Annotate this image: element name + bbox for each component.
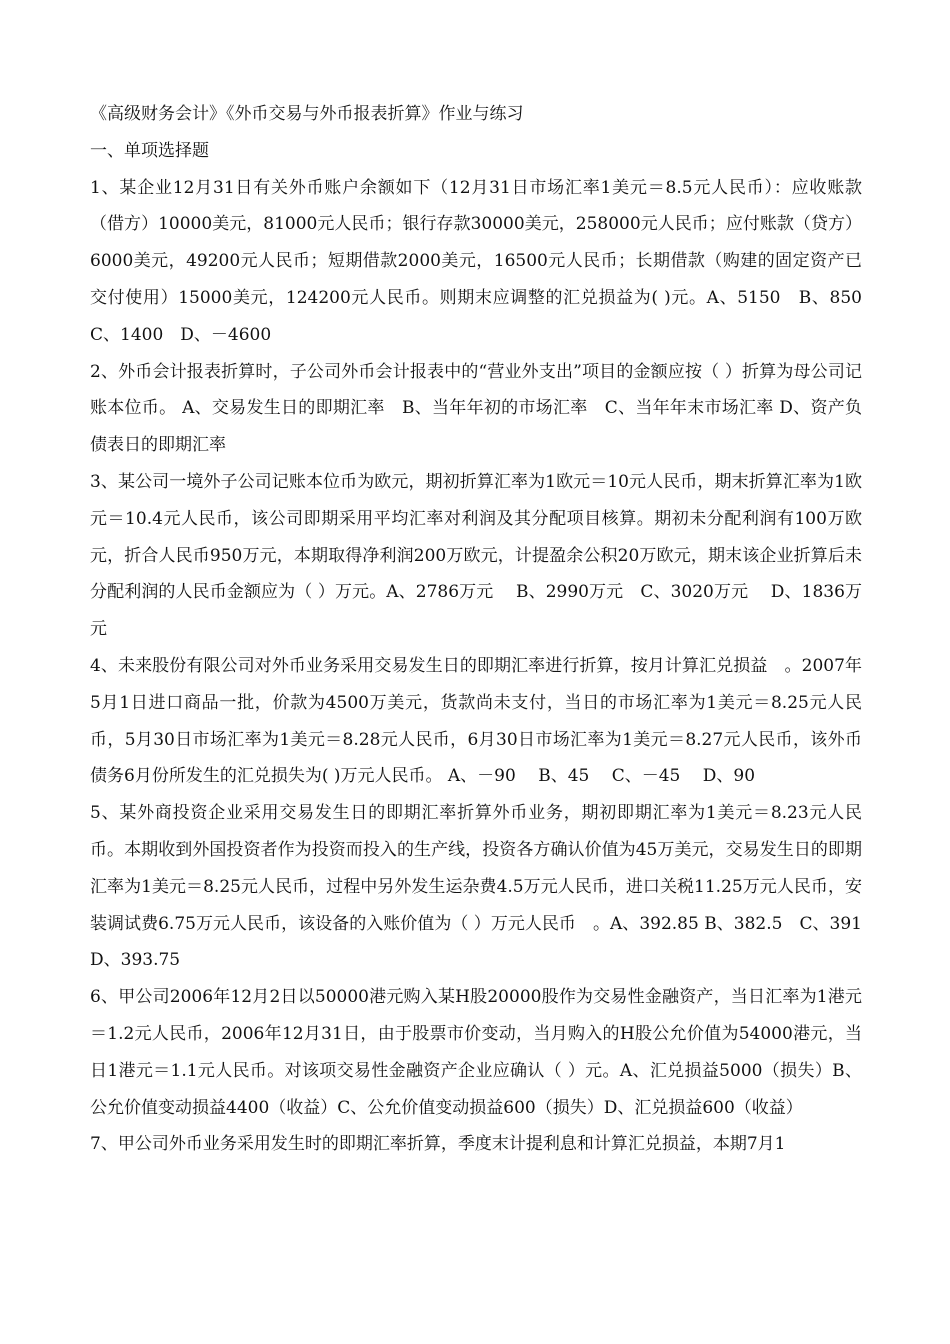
- question-6: 6、甲公司2006年12月2日以50000港元购入某H股20000股作为交易性金融资产，当日汇率为1港元＝1.2元人民币，2006年12月31日，由于股票市价变动，当月购入的H股公允价值为54000港元，当日1港元＝1.1元人民币。对该项交易性金融资产企业应确认（ ）元。A、汇兑损益5000（损失）B、公允价值变动损益4400（收益）C、公允价值变动损益600（损失）D、汇兑损益600（收益）: [90, 987, 862, 1118]
- document-page: [90, 96, 885, 1163]
- question-3: 3、某公司一境外子公司记账本位币为欧元，期初折算汇率为1欧元＝10元人民币，期末折算汇率为1欧元＝10.4元人民币，该公司即期采用平均汇率对利润及其分配项目核算。期初未分配利润有100万欧元，折合人民币950万元，本期取得净利润200万欧元，计提盈余公积20万欧元，期末该企业折算后未分配利润的人民币金额应为（ ）万元。A、2786万元 B、2990万元 C、3020万元 D、1836万元: [90, 471, 862, 640]
- document-title: 《高级财务会计》《外币交易与外币报表折算》作业与练习: [90, 104, 524, 124]
- section-heading: 一、单项选择题: [90, 140, 209, 161]
- question-2: 2、外币会计报表折算时，子公司外币会计报表中的“营业外支出”项目的金额应按（ ）折算为母公司记账本位币。 A、交易发生日的即期汇率 B、当年年初的市场汇率 C、当年年末市场汇率 D、资产负债表日的即期汇率: [90, 361, 862, 456]
- question-4: 4、未来股份有限公司对外币业务采用交易发生日的即期汇率进行折算，按月计算汇兑损益 。2007年5月1日进口商品一批，价款为4500万美元，货款尚未支付，当日的市场汇率为1美元＝8.25元人民币，5月30日市场汇率为1美元＝8.28元人民币，6月30日市场汇率为1美元＝8.27元人民币，该外币债务6月份所发生的汇兑损失为( )万元人民币。 A、－90 B、45 C、－45 D、90: [90, 655, 862, 787]
- question-7: 7、甲公司外币业务采用发生时的即期汇率折算，季度末计提利息和计算汇兑损益，本期7月1: [90, 1134, 786, 1155]
- question-5: 5、某外商投资企业采用交易发生日的即期汇率折算外币业务，期初即期汇率为1美元＝8.23元人民币。本期收到外国投资者作为投资而投入的生产线，投资各方确认价值为45万美元，交易发生日的即期汇率为1美元＝8.25元人民币，过程中另外发生运杂费4.5万元人民币，进口关税11.25万元人民币，安装调试费6.75万元人民币，该设备的入账价值为（ ）万元人民币 。A、392.85 B、382.5 C、391 D、393.75: [90, 803, 885, 971]
- question-1: 1、某企业12月31日有关外币账户余额如下（12月31日市场汇率1美元＝8.5元人民币）：应收账款（借方）10000美元，81000元人民币；银行存款30000美元，258000元人民币；应付账款（贷方）6000美元，49200元人民币；短期借款2000美元，16500元人民币；长期借款（购建的固定资产已交付使用）15000美元，124200元人民币。则期末应调整的汇兑损益为( )元。A、5150 B、850 C、1400 D、－4600: [90, 177, 879, 345]
